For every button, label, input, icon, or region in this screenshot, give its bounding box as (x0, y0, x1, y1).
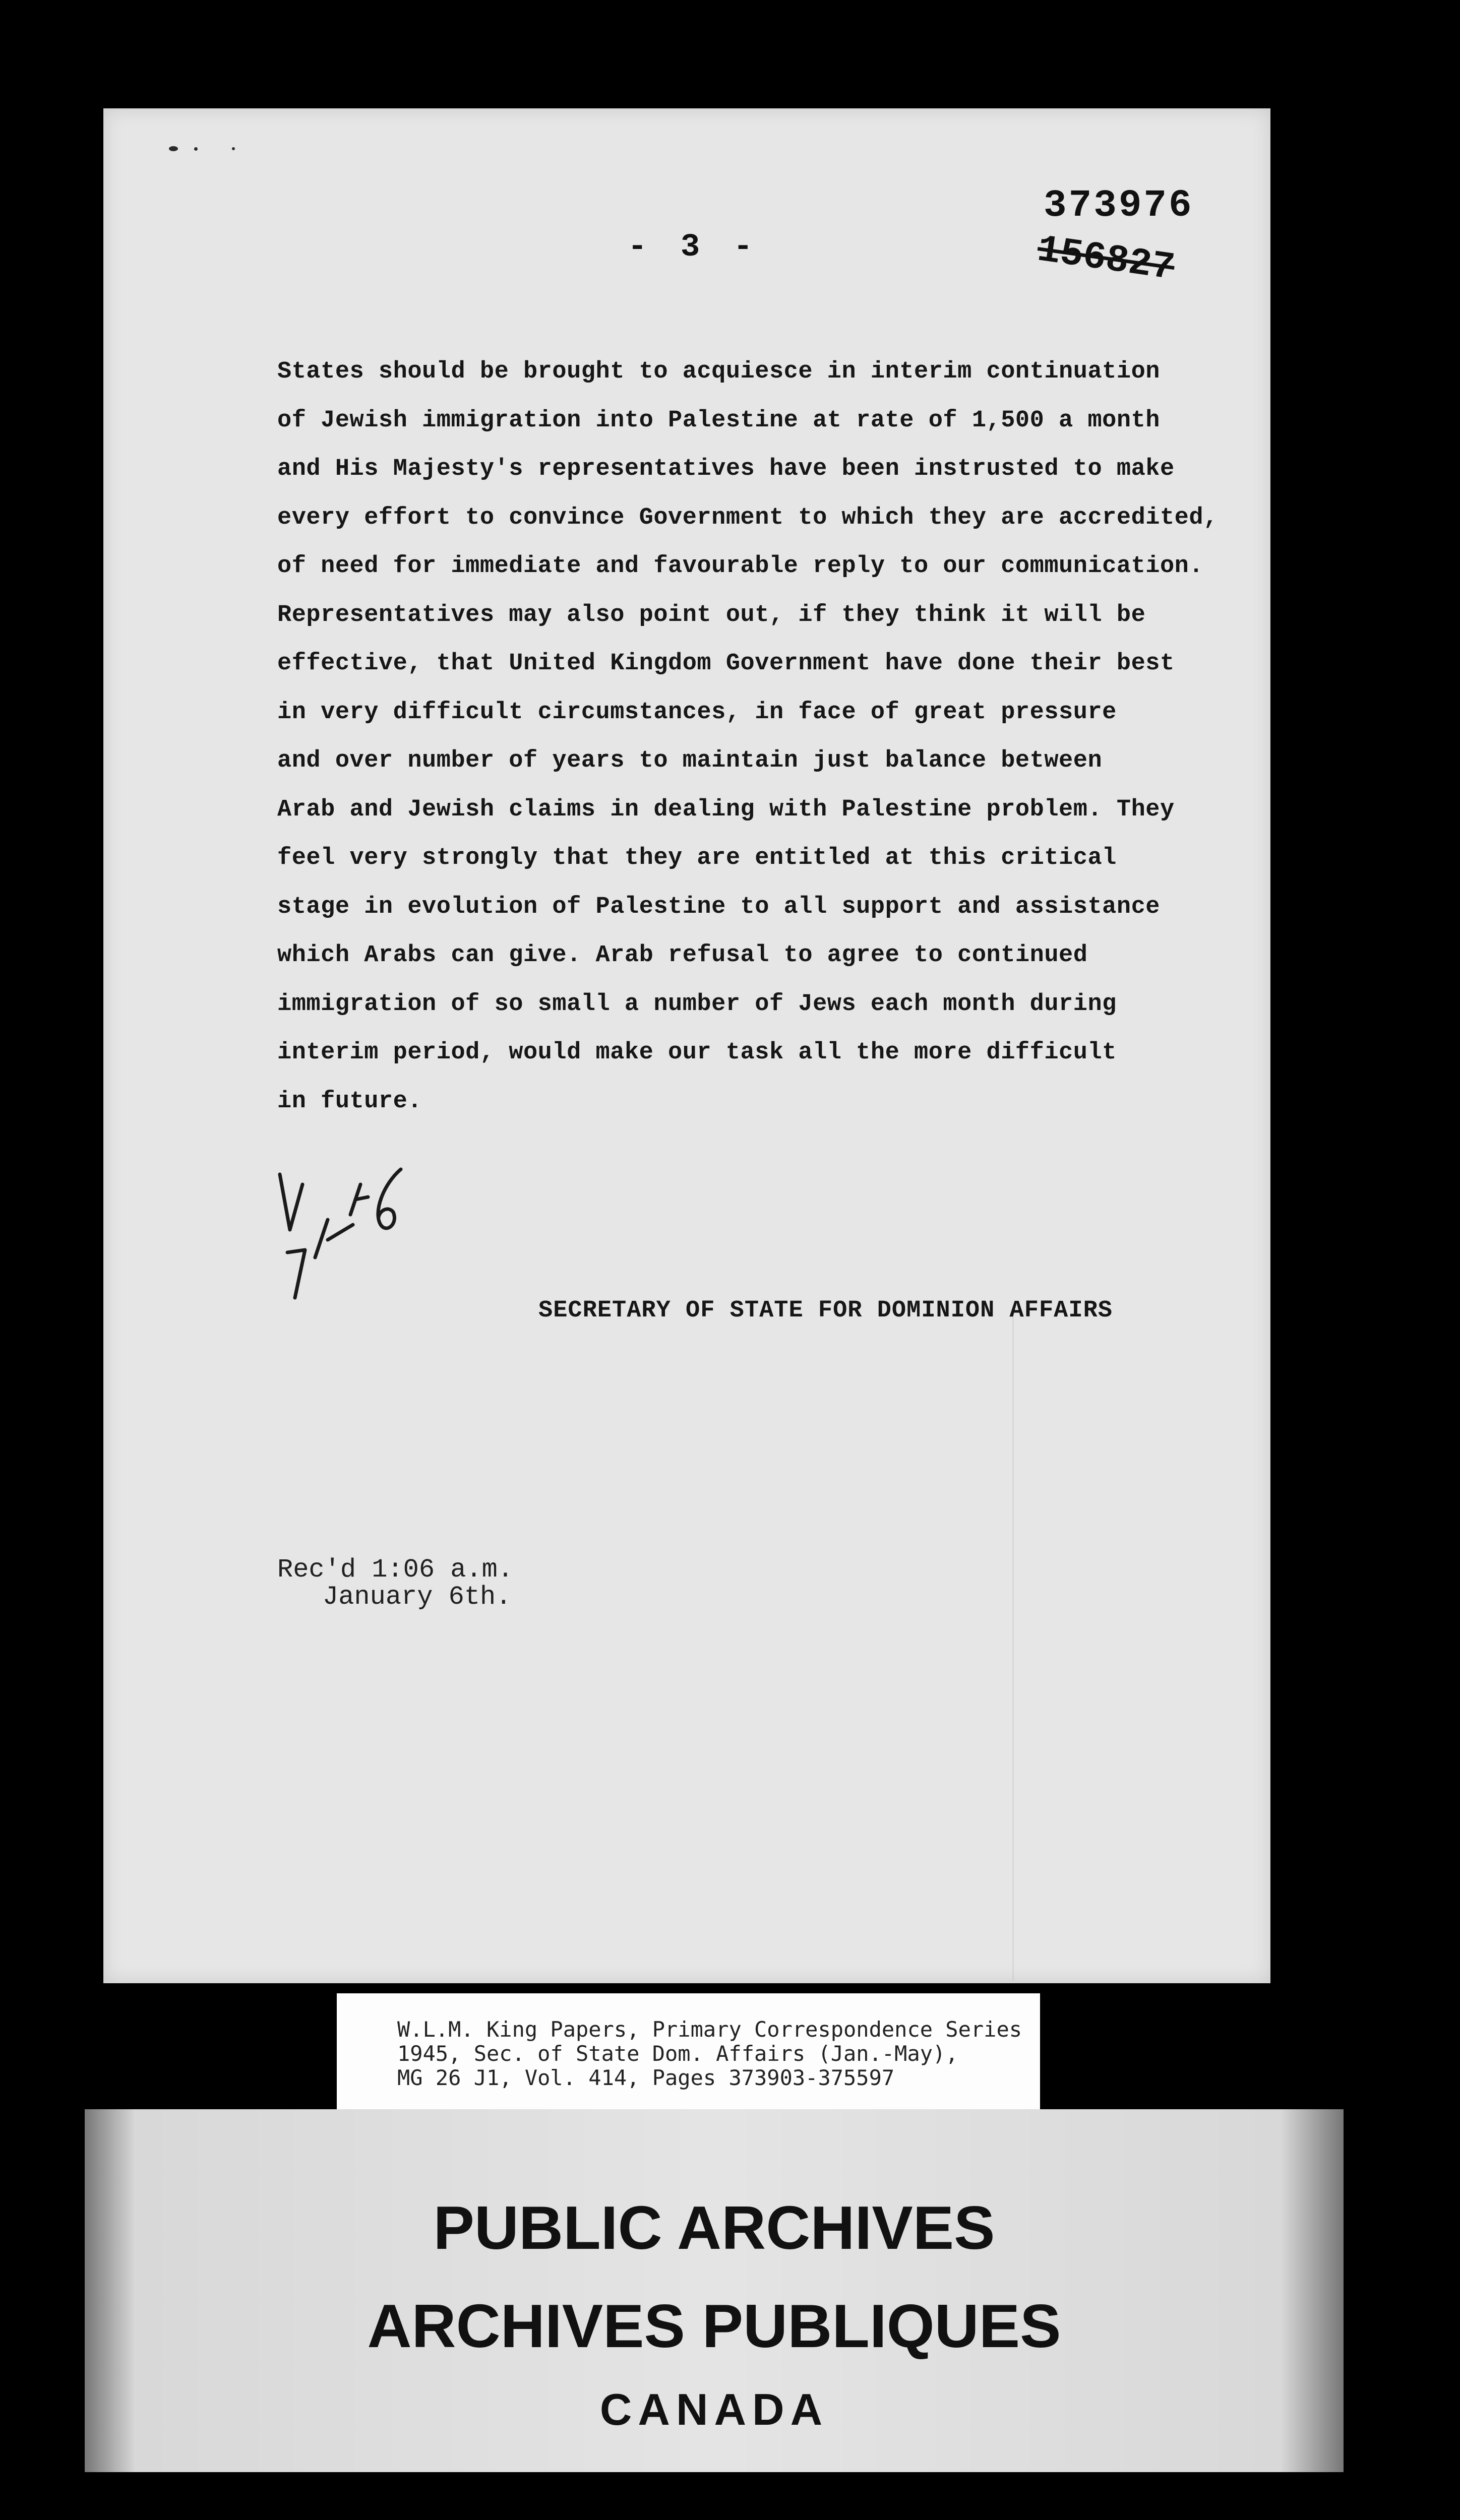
body-line: every effort to convince Government to which they are accredited, (277, 504, 1218, 531)
banner-title-english: PUBLIC ARCHIVES (433, 2193, 995, 2262)
body-line: and over number of years to maintain just balance between (277, 747, 1103, 774)
received-stamp (277, 1556, 513, 1611)
archive-citation-label (337, 1993, 1040, 2114)
signature-block: SECRETARY OF STATE FOR DOMINION AFFAIRS (538, 1297, 1113, 1324)
banner-title-french: ARCHIVES PUBLIQUES (367, 2292, 1061, 2360)
citation-line: MG 26 J1, Vol. 414, Pages 373903-375597 (397, 2065, 895, 2090)
body-line: in very difficult circumstances, in face of great pressure (277, 699, 1117, 726)
citation-line: W.L.M. King Papers, Primary Correspondence Series (397, 2017, 1022, 2042)
banner-country: CANADA (599, 2384, 829, 2434)
body-line: feel very strongly that they are entitled at this critical (277, 845, 1117, 871)
public-archives-banner (85, 2109, 1344, 2472)
paper-fold-line (1012, 1310, 1014, 1981)
document-number-crossed-out: 156827 (1035, 228, 1177, 290)
body-line: in future. (277, 1088, 422, 1115)
received-date: January 6th. (323, 1582, 512, 1612)
document-number: 373976 (1044, 184, 1194, 227)
handwritten-date-annotation (275, 1164, 426, 1305)
body-line: which Arabs can give. Arab refusal to agree to continued (277, 942, 1088, 969)
letter-body (277, 348, 1235, 1126)
body-line: of Jewish immigration into Palestine at rate of 1,500 a month (277, 407, 1160, 434)
body-line: interim period, would make our task all the more difficult (277, 1039, 1117, 1066)
body-line: effective, that United Kingdom Government have done their best (277, 650, 1175, 677)
body-line: Representatives may also point out, if they think it will be (277, 601, 1146, 628)
speck-mark (232, 147, 235, 150)
body-line: stage in evolution of Palestine to all support and assistance (277, 893, 1160, 920)
received-time: Rec'd 1:06 a.m. (277, 1555, 514, 1585)
speck-mark (194, 147, 198, 151)
body-line: and His Majesty's representatives have been instrusted to make (277, 456, 1175, 482)
body-line: of need for immediate and favourable reply to our communication. (277, 553, 1204, 580)
citation-line: 1945, Sec. of State Dom. Affairs (Jan.-May), (397, 2041, 958, 2066)
speck-mark (169, 146, 178, 151)
body-line: Arab and Jewish claims in dealing with Palestine problem. They (277, 796, 1175, 823)
page-number: - 3 - (628, 229, 760, 266)
body-line: immigration of so small a number of Jews each month during (277, 990, 1117, 1018)
body-line: States should be brought to acquiesce in interim continuation (277, 358, 1160, 385)
